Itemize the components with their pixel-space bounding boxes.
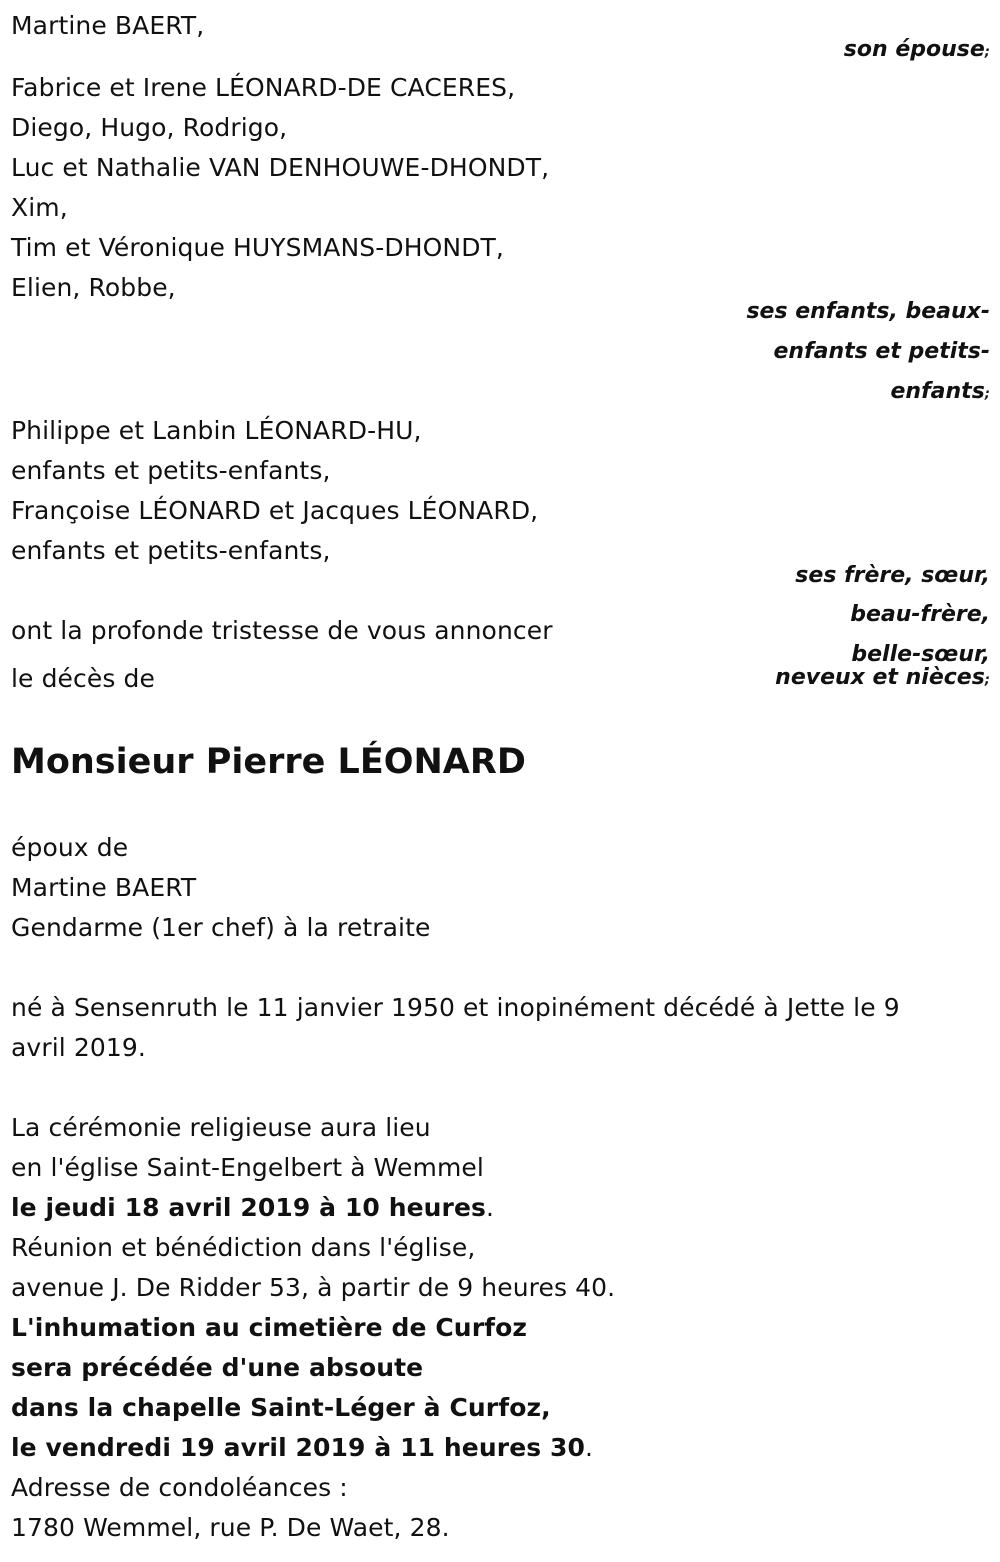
birth-death-line: avril 2019. [11, 1033, 146, 1062]
separator: ; [984, 45, 990, 60]
condolences-address: 1780 Wemmel, rue P. De Waet, 28. [11, 1513, 450, 1542]
sibling-line: enfants et petits-enfants, [11, 536, 331, 565]
spouse-role-text: son épouse [843, 37, 985, 62]
burial-date-bold: le vendredi 19 avril 2019 à 11 heures 30 [11, 1433, 586, 1462]
ceremony-date [11, 1193, 494, 1223]
siblings-role-line: beau-frère, [850, 602, 990, 627]
child-line: Tim et Véronique HUYSMANS-DHONDT, [11, 233, 504, 262]
burial-line: dans la chapelle Saint-Léger à Curfoz, [11, 1393, 551, 1422]
period: . [486, 1193, 495, 1222]
separator: ; [984, 673, 990, 688]
children-role-line: ses enfants, beaux- [746, 299, 990, 324]
birth-death-line: né à Sensenruth le 11 janvier 1950 et inopinément décédé à Jette le 9 [11, 993, 900, 1022]
deceased-detail: Gendarme (1er chef) à la retraite [11, 913, 431, 942]
ceremony-line: avenue J. De Ridder 53, à partir de 9 heures 40. [11, 1273, 616, 1302]
siblings-role-line [775, 664, 990, 695]
children-role-line [891, 378, 990, 409]
spouse-role [844, 36, 990, 67]
burial-date [11, 1433, 593, 1463]
child-line: Fabrice et Irene LÉONARD-DE CACERES, [11, 73, 516, 102]
announcement-line: le décès de [11, 664, 155, 693]
announcement-line: ont la profonde tristesse de vous annoncer [11, 616, 553, 645]
deceased-name: Monsieur Pierre LÉONARD [11, 742, 526, 782]
period: . [585, 1433, 594, 1462]
ceremony-line: en l'église Saint-Engelbert à Wemmel [11, 1153, 484, 1182]
children-role-line: enfants et petits- [773, 339, 990, 364]
sibling-line: Françoise LÉONARD et Jacques LÉONARD, [11, 496, 539, 525]
child-line: Elien, Robbe, [11, 273, 176, 302]
ceremony-line: Réunion et bénédiction dans l'église, [11, 1233, 476, 1262]
condolences-label: Adresse de condoléances : [11, 1473, 348, 1502]
siblings-role-line: belle-sœur, [851, 642, 990, 667]
siblings-role-line: ses frère, sœur, [795, 563, 990, 588]
burial-line: L'inhumation au cimetière de Curfoz [11, 1313, 528, 1342]
child-line: Diego, Hugo, Rodrigo, [11, 113, 288, 142]
child-line: Luc et Nathalie VAN DENHOUWE-DHONDT, [11, 153, 550, 182]
spouse-name: Martine BAERT, [11, 11, 205, 40]
burial-line: sera précédée d'une absoute [11, 1353, 424, 1382]
sibling-line: Philippe et Lanbin LÉONARD-HU, [11, 416, 422, 445]
child-line: Xim, [11, 193, 68, 222]
sibling-line: enfants et petits-enfants, [11, 456, 331, 485]
children-role-text: enfants [890, 379, 985, 404]
deceased-detail: Martine BAERT [11, 873, 197, 902]
separator: ; [984, 387, 990, 402]
siblings-role-text: neveux et nièces [775, 665, 985, 690]
ceremony-line: La cérémonie religieuse aura lieu [11, 1113, 431, 1142]
deceased-detail: époux de [11, 833, 129, 862]
ceremony-date-bold: le jeudi 18 avril 2019 à 10 heures [11, 1193, 487, 1222]
